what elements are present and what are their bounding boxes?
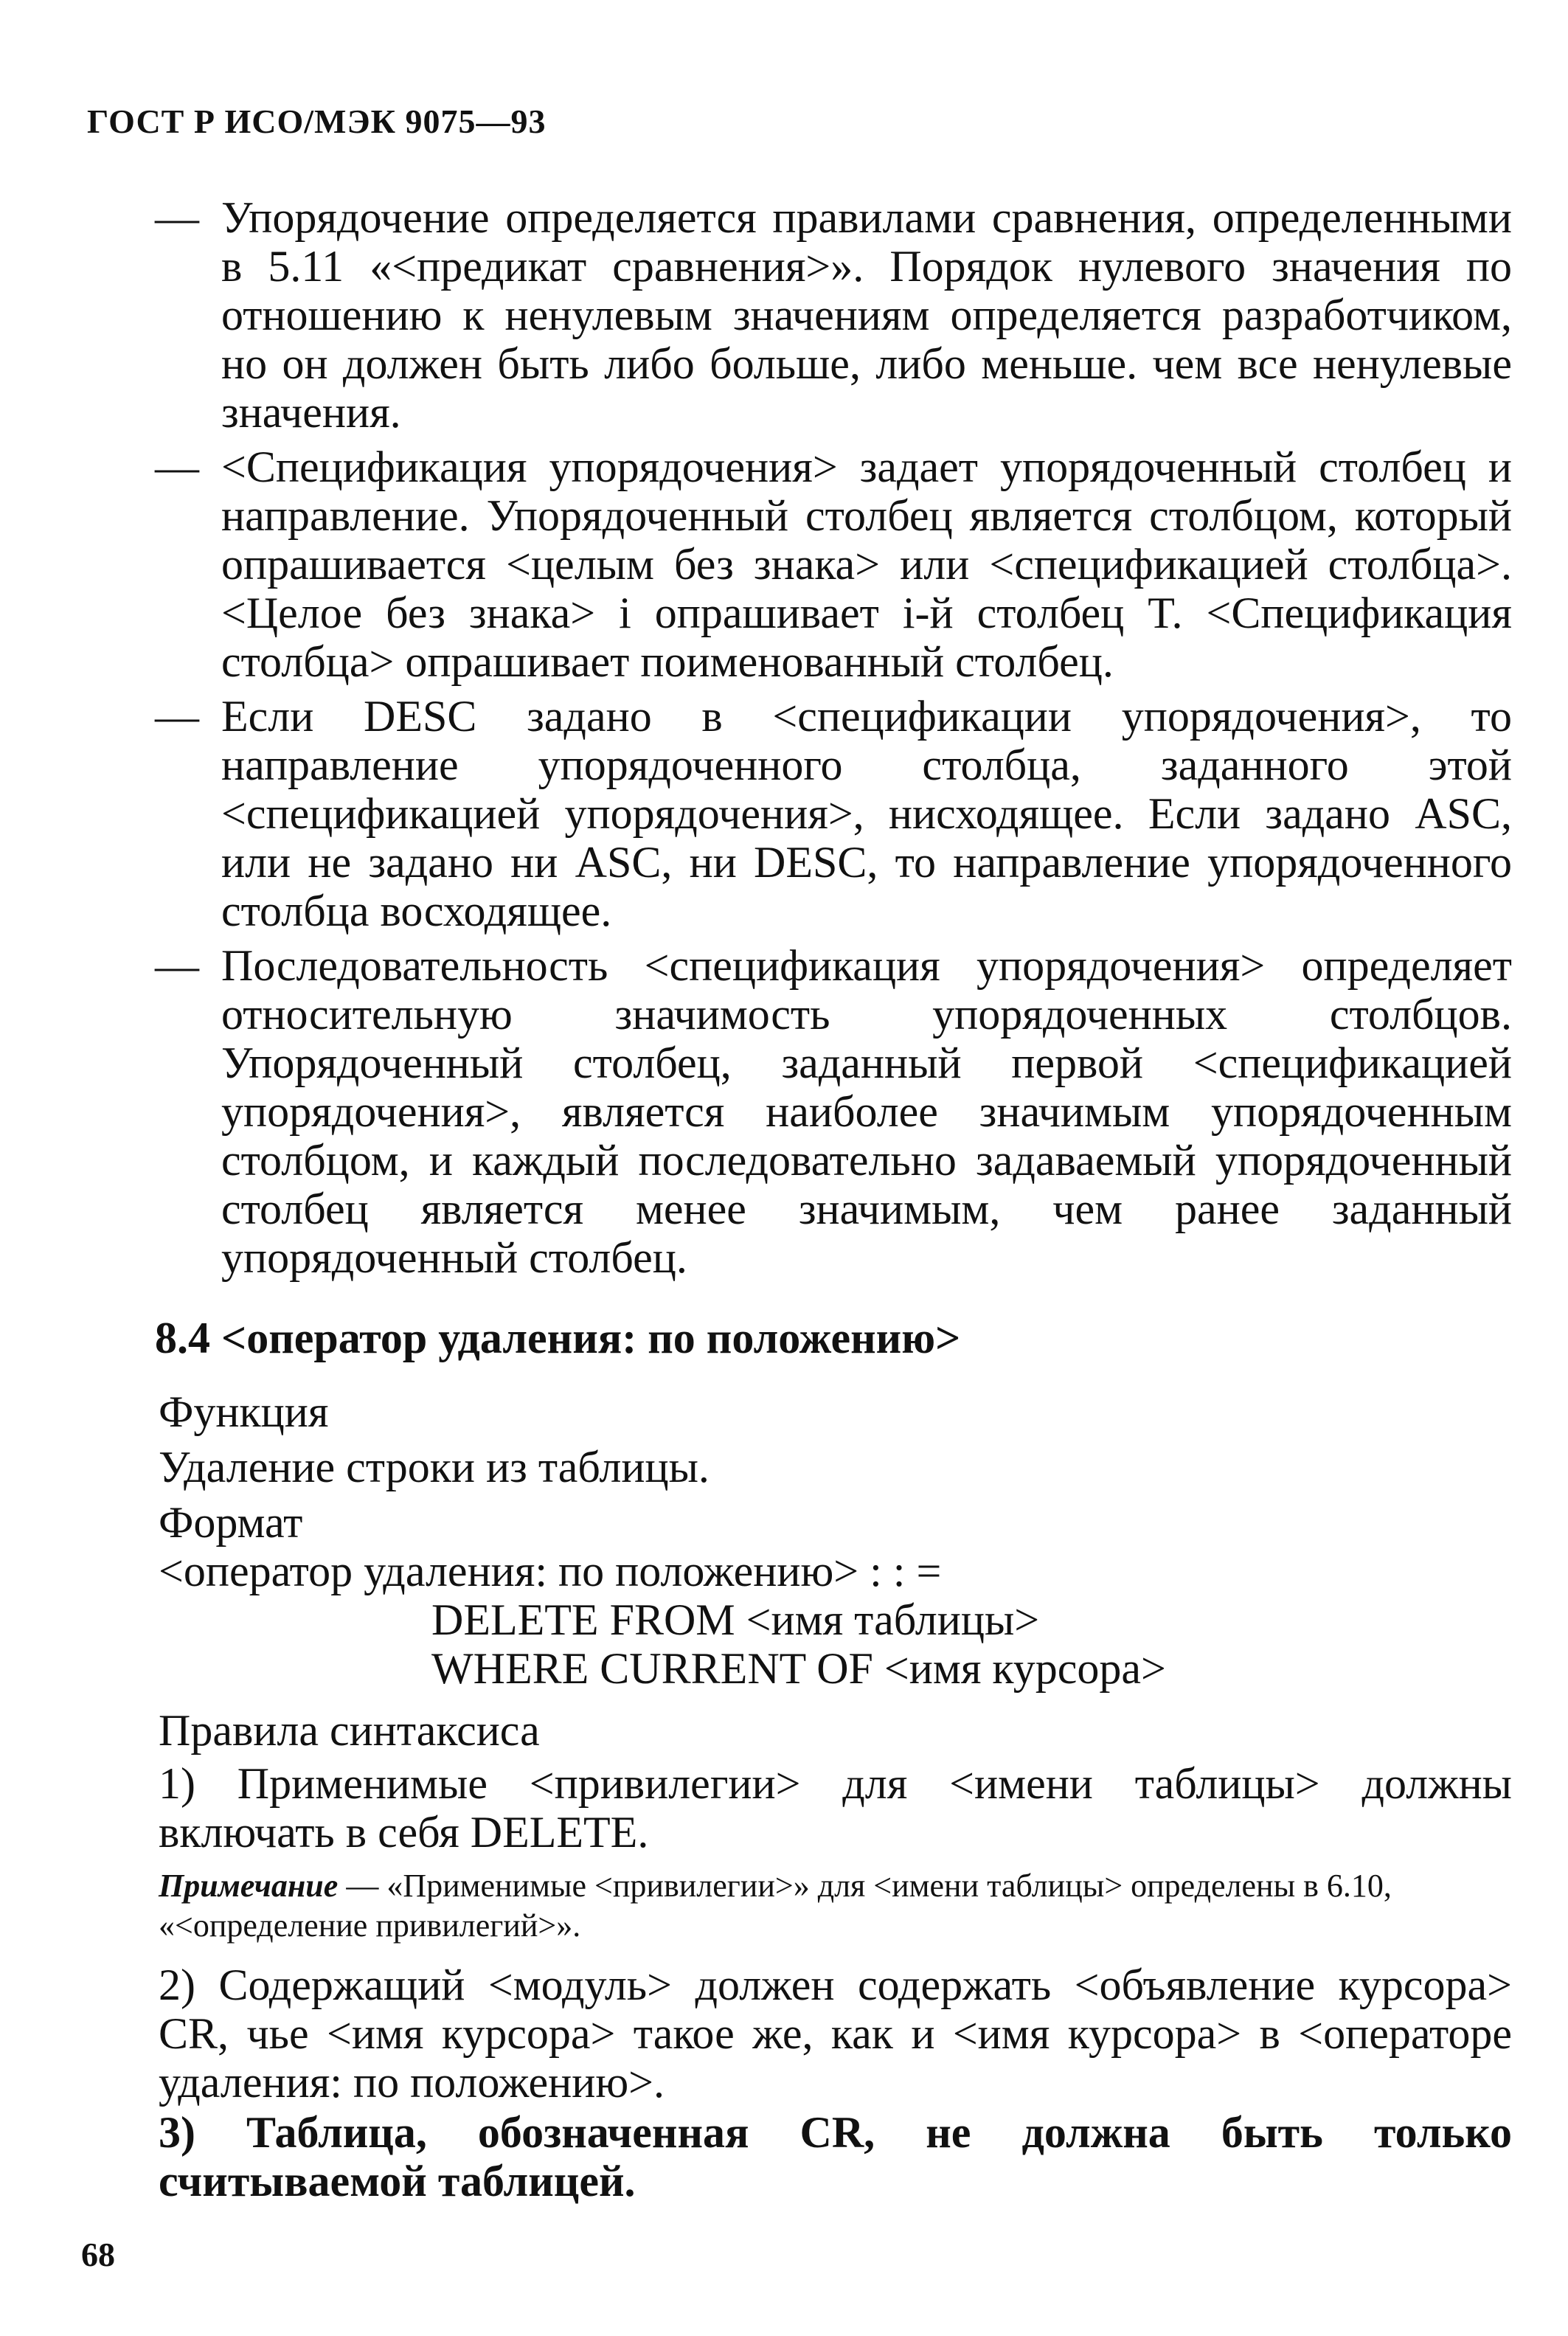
format-heading: Формат	[159, 1498, 303, 1547]
bullet-item	[155, 443, 1512, 686]
format-line: WHERE CURRENT OF <имя курсора>	[431, 1644, 1166, 1693]
function-heading: Функция	[159, 1387, 329, 1436]
bullet-item	[155, 941, 1512, 1282]
syntax-rule-1: 1) Применимые <привилегии> для <имени таблицы> должны включать в себя DELETE.	[159, 1759, 1512, 1857]
bullet-item	[155, 193, 1512, 437]
note-label: Примечание	[159, 1868, 339, 1904]
bullet-dash: —	[155, 941, 199, 990]
bullet-text: Если DESC задано в <спецификации упорядочения>, то направление упорядоченного столбца, заданного этой <спецификацией упорядочения>, нисходящее. Если задано ASC, или не задано ни ASC, ни DESC, то направление упорядоченного столбца восходящее.	[221, 692, 1512, 935]
document-header: ГОСТ Р ИСО/МЭК 9075—93	[87, 103, 547, 140]
bullet-dash: —	[155, 443, 199, 491]
page-number: 68	[81, 2236, 115, 2273]
bullet-text: Последовательность <спецификация упорядочения> определяет относительную значимость упорядоченных столбцов. Упорядоченный столбец, заданный первой <спецификацией упорядочения>, является наиболее значимым упорядоченным столбцом, и каждый последовательно задаваемый упорядоченный столбец является менее значимым, чем ранее заданный упорядоченный столбец.	[221, 941, 1512, 1282]
syntax-rule-3: 3) Таблица, обозначенная CR, не должна быть только считываемой таблицей.	[159, 2108, 1512, 2205]
bullet-dash: —	[155, 193, 199, 242]
note-text: — «Применимые <привилегии>» для <имени таблицы> определены в 6.10, «<определение привилегий>».	[159, 1868, 1392, 1944]
syntax-rule-2: 2) Содержащий <модуль> должен содержать <объявление курсора> CR, чье <имя курсора> такое же, как и <имя курсора> в <операторе удаления: по положению>.	[159, 1961, 1512, 2107]
bullet-list	[155, 193, 1512, 1288]
format-line: DELETE FROM <имя таблицы>	[431, 1595, 1040, 1644]
bullet-item	[155, 692, 1512, 935]
bullet-dash: —	[155, 692, 199, 741]
syntax-rules-heading: Правила синтаксиса	[159, 1706, 540, 1755]
bullet-text: <Спецификация упорядочения> задает упорядоченный столбец и направление. Упорядоченный столбец является столбцом, который опрашивается <целым без знака> или <спецификацией столбца>. <Целое без знака> i опрашивает i-й столбец T. <Спецификация столбца> опрашивает поименованный столбец.	[221, 443, 1512, 686]
bullet-text: Упорядочение определяется правилами сравнения, определенными в 5.11 «<предикат сравнения>». Порядок нулевого значения по отношению к ненулевым значениям определяется разработчиком, но он должен быть либо больше, либо меньше. чем все ненулевые значения.	[221, 193, 1512, 437]
format-line: <оператор удаления: по положению> : : =	[159, 1547, 942, 1595]
note	[159, 1866, 1512, 1946]
function-text: Удаление строки из таблицы.	[159, 1443, 710, 1491]
section-title: 8.4 <оператор удаления: по положению>	[155, 1314, 961, 1362]
